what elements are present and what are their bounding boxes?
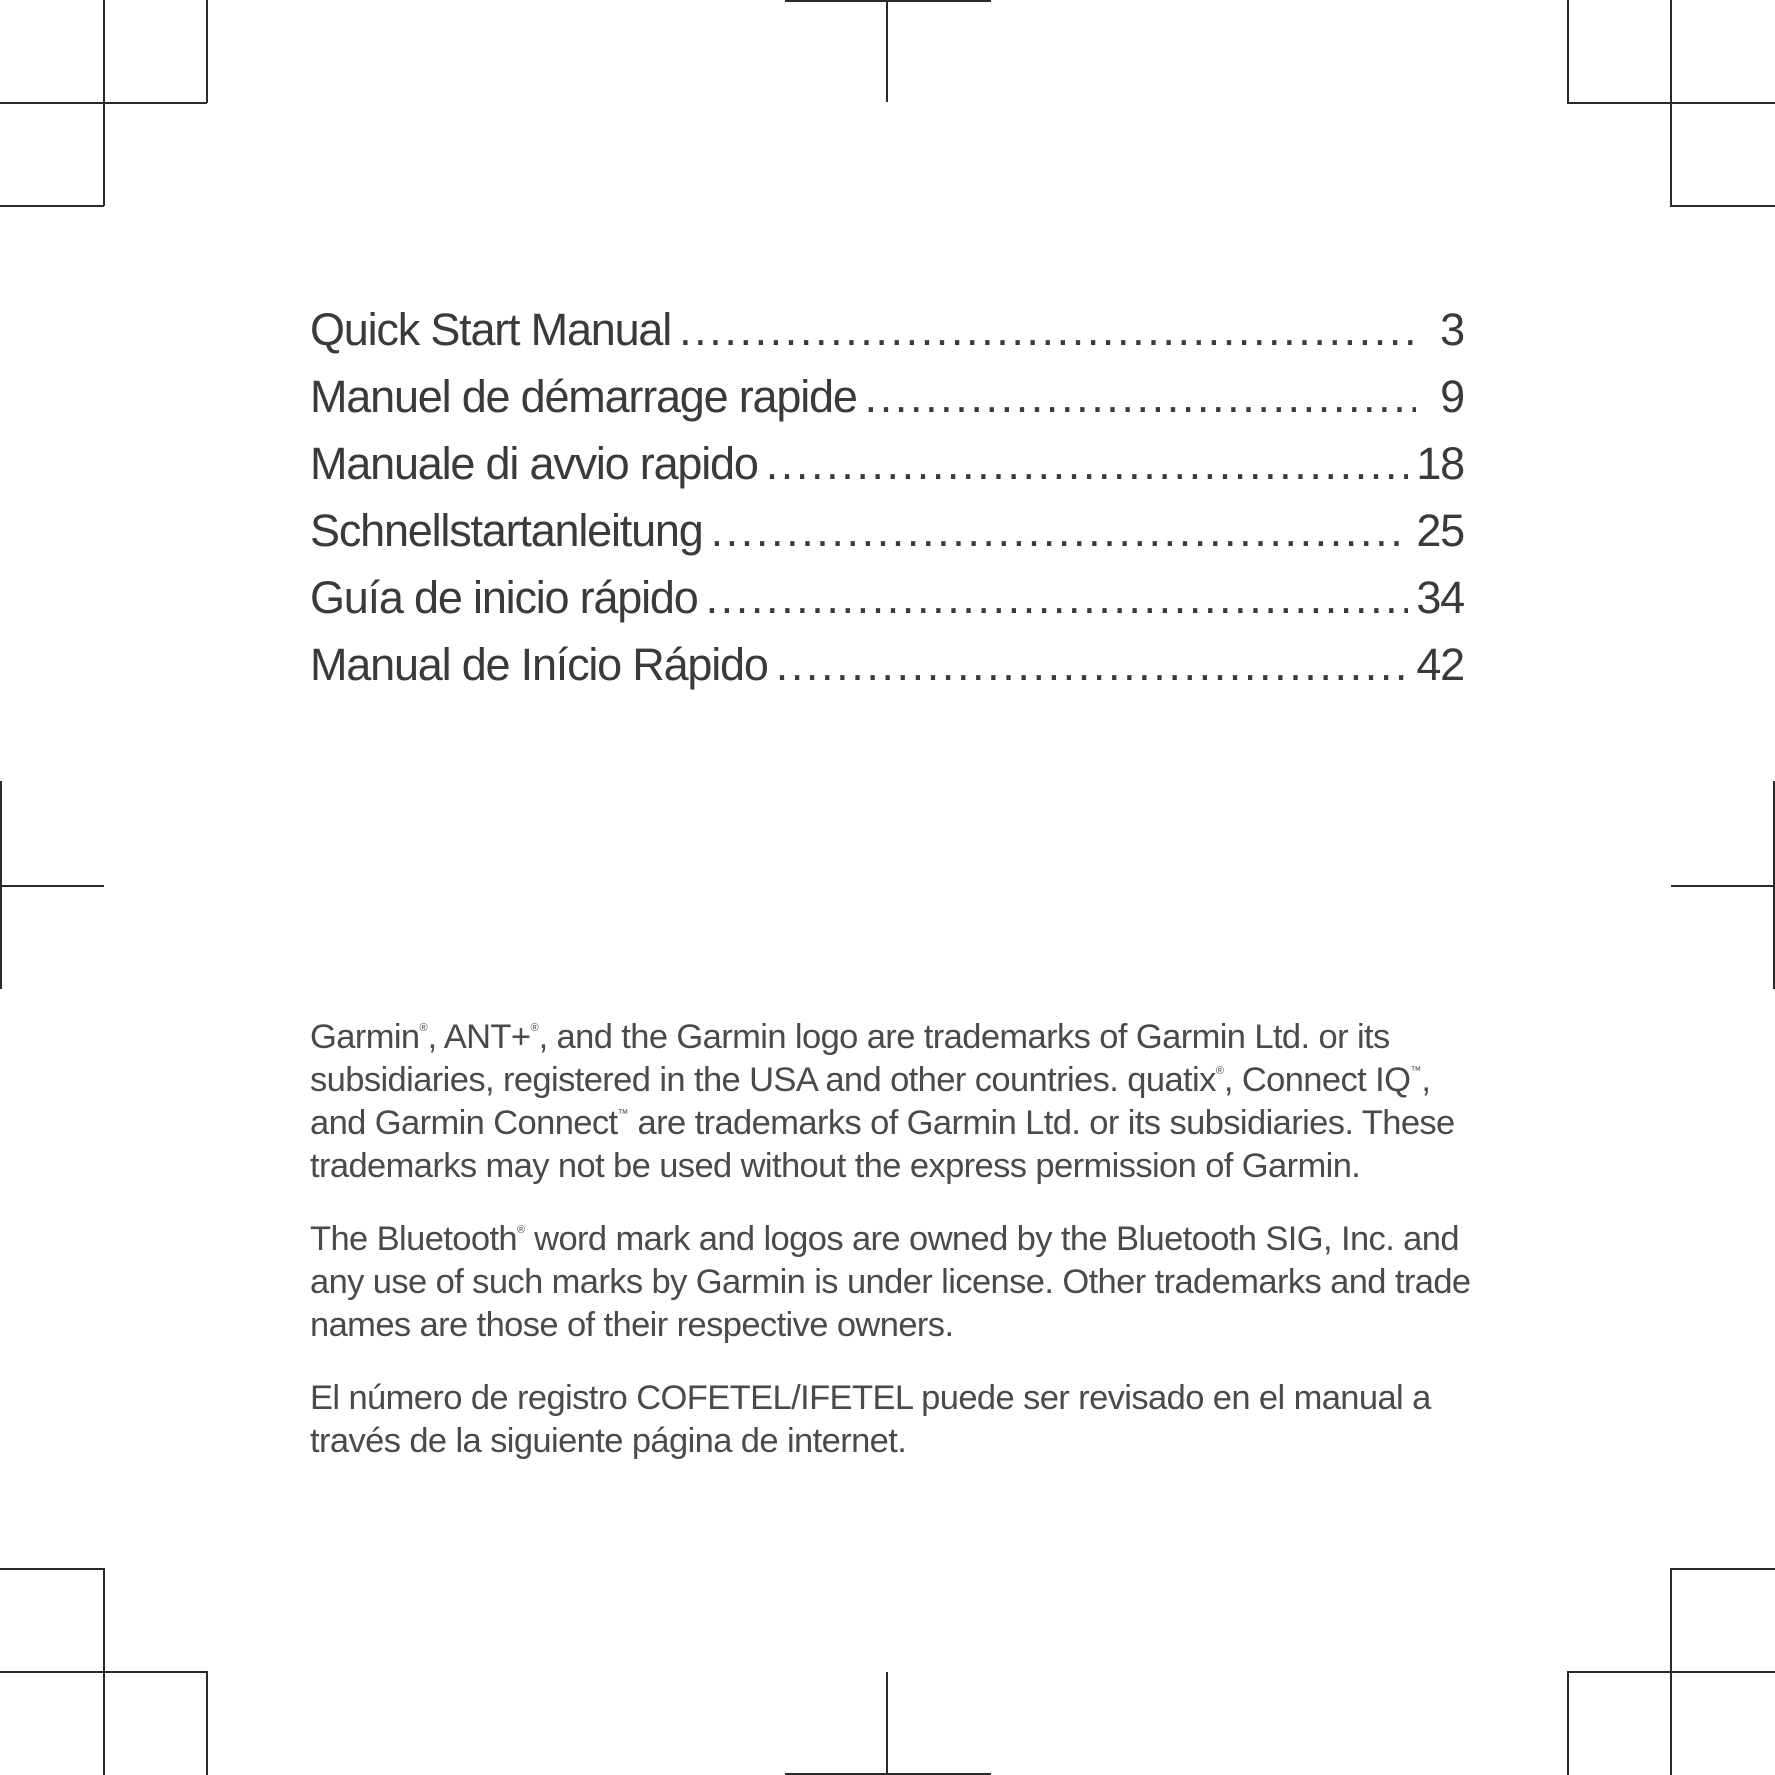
registered-mark: ® <box>1215 1065 1224 1077</box>
toc-entry-title: Manuel de démarrage rapide <box>310 371 857 422</box>
toc-entry-title: Manual de Início Rápido <box>310 639 768 690</box>
toc-dot-leader <box>706 572 1409 624</box>
crop-mark-line <box>206 1671 208 1775</box>
crop-mark-line <box>785 0 991 2</box>
toc-dot-leader <box>776 639 1409 691</box>
toc-dot-leader <box>711 505 1409 557</box>
crop-mark-line <box>206 0 208 103</box>
crop-mark-line <box>1567 0 1569 103</box>
crop-mark-line <box>785 1773 991 1775</box>
crop-mark-line <box>0 781 2 989</box>
legal-text: , and Garmin Connect <box>310 1061 1431 1142</box>
crop-mark-line <box>1670 205 1775 207</box>
crop-mark-line <box>1671 885 1775 887</box>
toc-entry-title: Quick Start Manual <box>310 304 672 355</box>
toc-entry-title: Schnellstartanleitung <box>310 505 703 556</box>
legal-notice <box>310 1016 1480 1493</box>
toc-entry-spanish[interactable] <box>310 572 1464 639</box>
registered-mark: ® <box>419 1022 428 1034</box>
toc-entry-page: 18 <box>1416 438 1464 489</box>
bluetooth-paragraph <box>310 1218 1480 1347</box>
toc-entry-german[interactable] <box>310 505 1464 572</box>
toc-dot-leader <box>679 304 1416 356</box>
crop-mark-line <box>886 1672 888 1775</box>
trademark-symbol: ™ <box>617 1108 629 1120</box>
legal-text: are trademarks of Garmin Ltd. or its subsidiaries. These trademarks may not be used without the express permission of Garmin. <box>310 1104 1455 1185</box>
legal-text: , and the Garmin logo are trademarks of Garmin Ltd. or its subsidiaries, registered in the USA and other countries. quatix <box>310 1018 1390 1099</box>
toc-entry-page: 9 <box>1440 371 1464 422</box>
legal-text: The Bluetooth <box>310 1220 518 1258</box>
crop-mark-line <box>1567 1671 1569 1775</box>
crop-mark-line <box>103 1568 105 1775</box>
legal-text: word mark and logos are owned by the Bluetooth SIG, Inc. and any use of such marks by Garmin is under license. Other trademarks and trade names are those of their respective owners. <box>310 1220 1471 1344</box>
crop-mark-line <box>886 0 888 102</box>
toc-dot-leader <box>766 438 1409 490</box>
toc-entry-italian[interactable] <box>310 438 1464 505</box>
toc-entry-title: Guía de inicio rápido <box>310 572 698 623</box>
crop-mark-line <box>1670 1568 1672 1775</box>
toc-entry-english[interactable] <box>310 304 1464 371</box>
registered-mark: ® <box>530 1022 539 1034</box>
crop-mark-line <box>0 885 104 887</box>
legal-text: Garmin <box>310 1018 420 1056</box>
toc-entry-page: 34 <box>1416 572 1464 623</box>
crop-mark-line <box>0 205 104 207</box>
registered-mark: ® <box>517 1224 526 1236</box>
crop-mark-line <box>103 0 105 206</box>
cofetel-paragraph: El número de registro COFETEL/IFETEL puede ser revisado en el manual a través de la siguiente página de internet. <box>310 1379 1431 1460</box>
toc-entry-page: 25 <box>1416 505 1464 556</box>
legal-text: , Connect IQ <box>1223 1061 1411 1099</box>
toc-entry-page: 3 <box>1440 304 1464 355</box>
toc-entry-page: 42 <box>1416 639 1464 690</box>
crop-mark-line <box>1670 1568 1775 1570</box>
toc-entry-french[interactable] <box>310 371 1464 438</box>
crop-mark-line <box>1670 0 1672 206</box>
table-of-contents <box>310 304 1464 706</box>
toc-dot-leader <box>865 371 1416 423</box>
trademark-paragraph <box>310 1016 1480 1188</box>
trademark-symbol: ™ <box>1410 1065 1422 1077</box>
toc-entry-title: Manuale di avvio rapido <box>310 438 758 489</box>
crop-mark-line <box>0 1568 104 1570</box>
legal-text: , ANT+ <box>427 1018 531 1056</box>
toc-entry-portuguese[interactable] <box>310 639 1464 706</box>
crop-mark-line <box>1773 781 1775 989</box>
